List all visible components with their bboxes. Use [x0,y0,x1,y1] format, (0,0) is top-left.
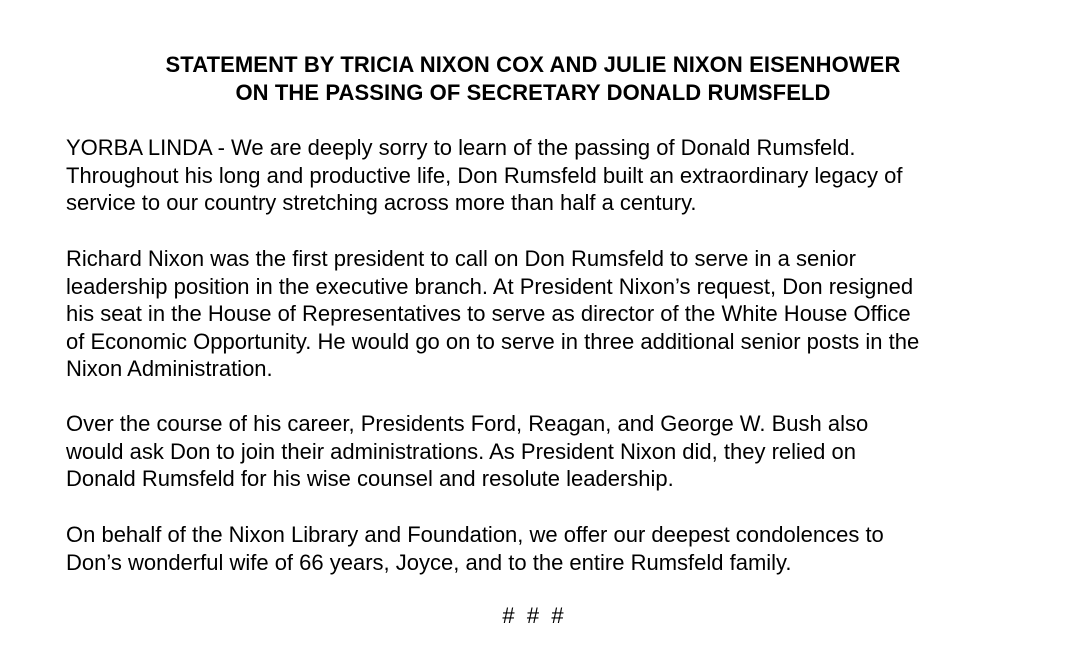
paragraph-line: his seat in the House of Representatives to serve as director of the White House Office [66,301,911,326]
paragraph-career [66,410,1056,493]
paragraph-line: Nixon Administration. [66,356,273,381]
end-of-release-mark: # # # [502,603,564,628]
statement-title-line-1: STATEMENT BY TRICIA NIXON COX AND JULIE NIXON EISENHOWER [165,52,901,77]
paragraph-line: On behalf of the Nixon Library and Foundation, we offer our deepest condolences to [66,522,884,547]
paragraph-line: service to our country stretching across more than half a century. [66,190,697,215]
paragraph-line: Donald Rumsfeld for his wise counsel and resolute leadership. [66,466,674,491]
paragraph-line: Don’s wonderful wife of 66 years, Joyce, and to the entire Rumsfeld family. [66,549,792,575]
paragraph-line: YORBA LINDA - We are deeply sorry to learn of the passing of Donald Rumsfeld. [66,135,856,160]
paragraph-line: would ask Don to join their administrations. As President Nixon did, they relied on [66,438,856,464]
paragraph-line: leadership position in the executive branch. At President Nixon’s request, Don resigned [66,273,914,299]
paragraph-line: Throughout his long and productive life, Don Rumsfeld built an extraordinary legacy of [66,162,903,188]
paragraph-nixon-administration [66,245,1056,383]
paragraph-opening [66,134,1056,217]
statement-title-line-2: ON THE PASSING OF SECRETARY DONALD RUMSFELD [235,80,831,105]
paragraph-line: of Economic Opportunity. He would go on to serve in three additional senior posts in the [66,328,920,354]
paragraph-line: Over the course of his career, Presidents Ford, Reagan, and George W. Bush also [66,411,869,436]
paragraph-line: Richard Nixon was the first president to call on Don Rumsfeld to serve in a senior [66,246,856,271]
paragraph-condolences [66,521,1056,576]
